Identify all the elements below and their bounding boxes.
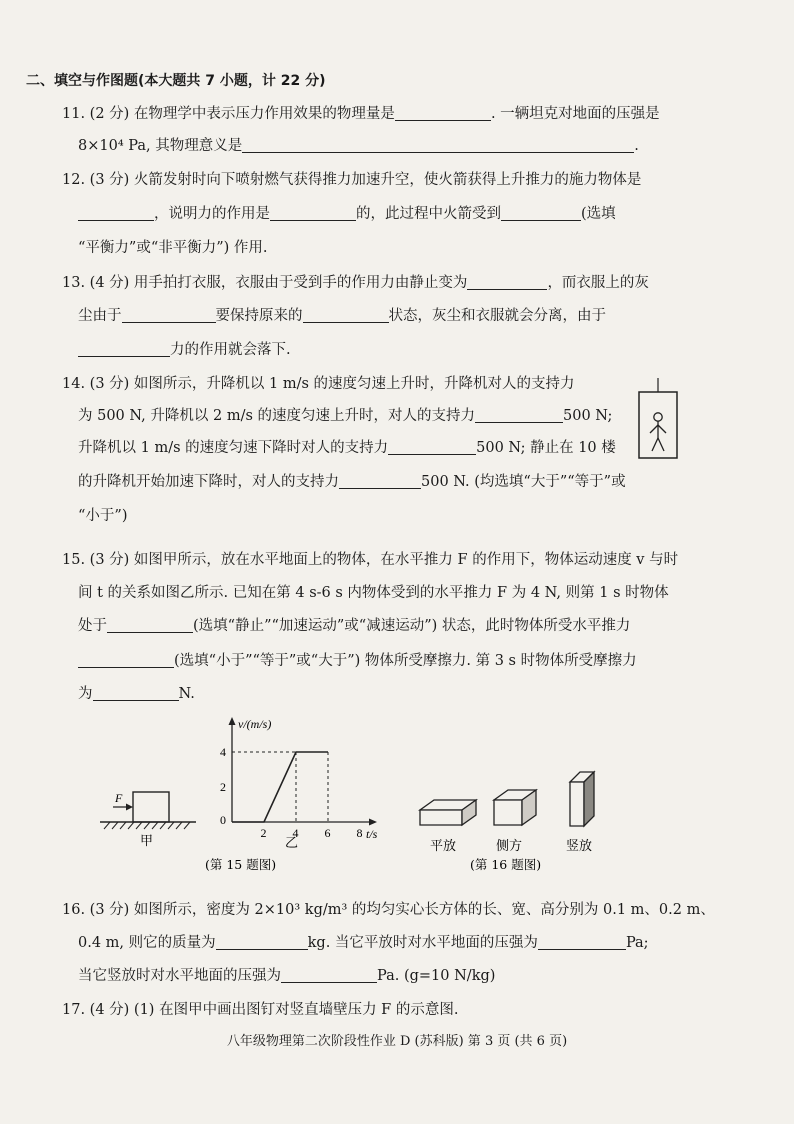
q15-line3: [78, 616, 630, 636]
label-flat: 平放: [430, 839, 457, 854]
q12-text-e: “平衡力”或“非平衡力”) 作用.: [78, 240, 268, 256]
q11-text-c: 8×10⁴ Pa, 其物理意义是: [78, 138, 243, 154]
q17-line1: [62, 1000, 458, 1020]
q15-blank-1[interactable]: [107, 616, 193, 633]
q16-line2: [78, 933, 649, 953]
q11-text-a: 11. (2 分) 在物理学中表示压力作用效果的物理量是: [62, 106, 395, 122]
q14-text-b: 为 500 N, 升降机以 2 m/s 的速度匀速上升时，对人的支持力: [78, 408, 475, 424]
elevator-figure: [636, 378, 680, 460]
figure-16: [420, 772, 594, 872]
q12-text-d: (选填: [581, 206, 616, 222]
q12-text-a: 12. (3 分) 火箭发射时向下喷射燃气获得推力加速升空，使火箭获得上升推力的施力物体是: [62, 172, 642, 188]
force-label: F: [115, 791, 123, 805]
q15-text-d: (选填“静止”“加速运动”或“减速运动”) 状态，此时物体所受水平推力: [193, 618, 631, 634]
q16-blank-2[interactable]: [538, 933, 626, 950]
box-upright: [570, 772, 594, 826]
q15-text-e: (选填“小于”“等于”或“大于”) 物体所受摩擦力. 第 3 s 时物体所受摩擦力: [174, 653, 637, 669]
q15-text-g: N.: [178, 686, 195, 702]
box-side: [494, 790, 536, 825]
q13-text-b: ，而衣服上的灰: [547, 275, 649, 291]
q14-line3: [78, 438, 616, 458]
q15-text-b: 间 t 的关系如图乙所示. 已知在第 4 s-6 s 内物体受到的水平推力 F 为 4 N, 则第 1 s 时物体: [78, 585, 669, 601]
q14-line5: [78, 506, 127, 526]
label-upright: 竖放: [566, 839, 593, 854]
q15-text-c: 处于: [78, 618, 107, 634]
q15-blank-2[interactable]: [78, 651, 174, 668]
block-object: [133, 792, 169, 822]
q11-blank-1[interactable]: [395, 104, 491, 121]
ground-hatching: [104, 822, 190, 829]
q16-text-c: kg. 当它平放时对水平地面的压强为: [307, 935, 538, 951]
q15-line1: [62, 550, 678, 570]
q16-text-e: 当它竖放时对水平地面的压强为: [78, 968, 281, 984]
q14-line2: [78, 406, 612, 426]
q11-line2: [78, 136, 639, 156]
x-tick-label: 6: [324, 826, 331, 840]
q13-line1: [62, 273, 649, 293]
force-arrow-head: [126, 804, 133, 811]
x-tick-label: 4: [292, 826, 299, 840]
q15-text-a: 15. (3 分) 如图甲所示，放在水平地面上的物体，在水平推力 F 的作用下，物体运动速度 v 与时: [62, 552, 679, 568]
figures-region: [0, 712, 794, 882]
q16-blank-1[interactable]: [216, 933, 308, 950]
q14-blank-1[interactable]: [475, 406, 563, 423]
q13-text-f: 力的作用就会落下.: [170, 342, 291, 358]
q16-text-d: Pa;: [625, 935, 649, 951]
y-axis-label: v/(m/s): [238, 717, 272, 731]
q14-text-e: 500 N; 静止在 10 楼: [476, 440, 616, 456]
q12-blank-3[interactable]: [501, 204, 581, 221]
figure15-caption: (第 15 题图): [205, 857, 277, 872]
q15-text-f: 为: [78, 686, 93, 702]
q14-text-a: 14. (3 分) 如图所示，升降机以 1 m/s 的速度匀速上升时，升降机对人的支持力: [62, 376, 575, 392]
section-title: 二、填空与作图题(本大题共 7 小题，计 22 分): [26, 73, 326, 89]
q15-line5: [78, 684, 195, 704]
q14-line4: [78, 472, 626, 492]
y-tick-label: 4: [220, 745, 226, 759]
q16-line1: [62, 900, 715, 920]
q12-text-b: ，说明力的作用是: [154, 206, 270, 222]
figure16-caption: (第 16 题图): [470, 857, 542, 872]
q11-text-d: .: [634, 138, 639, 154]
q12-line2: [78, 204, 616, 224]
q11-line1: [62, 104, 660, 124]
q14-text-c: 500 N;: [563, 408, 613, 424]
x-tick-label: 2: [260, 826, 267, 840]
x-tick-label: 8: [356, 826, 363, 840]
q16-line3: [78, 966, 495, 986]
q16-text-f: Pa. (g=10 N/kg): [377, 968, 496, 984]
x-axis-label: t/s: [366, 827, 378, 841]
q14-line1: [62, 374, 575, 394]
label-side: 侧方: [496, 839, 523, 854]
figure-jia-label: 甲: [140, 834, 154, 849]
q12-text-c: 的，此过程中火箭受到: [356, 206, 501, 222]
q12-line3: [78, 238, 268, 258]
q14-text-g: 500 N. (均选填“大于”“等于”或: [421, 474, 626, 490]
q12-blank-1[interactable]: [78, 204, 154, 221]
q13-line2: [78, 306, 606, 326]
q13-blank-1[interactable]: [467, 273, 547, 290]
q16-blank-3[interactable]: [281, 966, 377, 983]
q13-blank-3[interactable]: [303, 306, 389, 323]
y-tick-label: 2: [220, 780, 226, 794]
q11-text-b: . 一辆坦克对地面的压强是: [490, 106, 660, 122]
q13-line3: [78, 340, 291, 360]
box-flat: [420, 800, 476, 825]
vt-chart: [220, 717, 378, 851]
q13-blank-4[interactable]: [78, 340, 170, 357]
q15-blank-3[interactable]: [93, 684, 179, 701]
y-axis-arrow: [229, 717, 236, 725]
q12-blank-2[interactable]: [270, 204, 356, 221]
q17-text-a: 17. (4 分) (1) 在图甲中画出图钉对竖直墙壁压力 F 的示意图.: [62, 1002, 459, 1018]
q14-text-h: “小于”): [78, 508, 128, 524]
q11-blank-2[interactable]: [242, 136, 634, 153]
q14-blank-2[interactable]: [388, 438, 476, 455]
q16-text-b: 0.4 m, 则它的质量为: [78, 935, 216, 951]
q13-blank-2[interactable]: [122, 306, 216, 323]
q13-text-d: 要保持原来的: [215, 308, 303, 324]
page-footer: 八年级物理第二次阶段性作业 D (苏科版) 第 3 页 (共 6 页): [226, 1034, 568, 1049]
q15-line4: [78, 651, 637, 671]
vt-ticks: [220, 745, 363, 840]
person-icon: [650, 413, 666, 451]
q14-text-f: 的升降机开始加速下降时，对人的支持力: [78, 474, 339, 490]
q12-line1: [62, 170, 641, 190]
q14-text-d: 升降机以 1 m/s 的速度匀速下降时对人的支持力: [78, 440, 389, 456]
q13-text-e: 状态，灰尘和衣服就会分离，由于: [388, 308, 606, 324]
figure-jia: [100, 791, 196, 849]
q16-text-a: 16. (3 分) 如图所示，密度为 2×10³ kg/m³ 的均匀实心长方体的长、宽、高分别为 0.1 m、0.2 m、: [62, 902, 715, 918]
vt-series-line: [232, 752, 328, 822]
q13-text-c: 尘由于: [78, 308, 122, 324]
q14-blank-3[interactable]: [339, 472, 421, 489]
x-tick-label: 0: [220, 813, 226, 827]
q15-line2: [78, 583, 669, 603]
q13-text-a: 13. (4 分) 用手拍打衣服，衣服由于受到手的作用力由静止变为: [62, 275, 468, 291]
figure-yi-label: 乙: [285, 836, 299, 851]
x-axis-arrow: [369, 819, 377, 826]
